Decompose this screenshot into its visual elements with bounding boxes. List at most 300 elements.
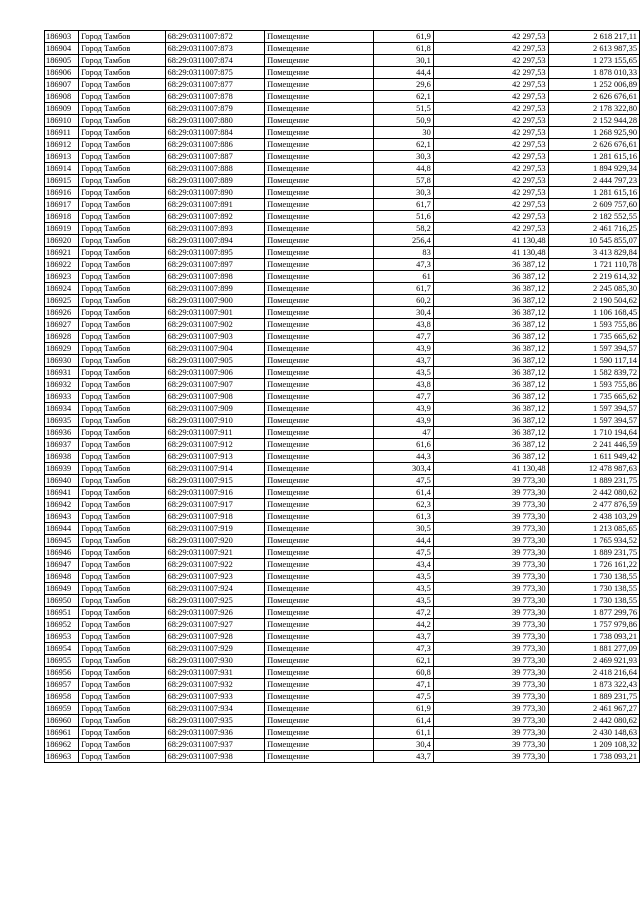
table-row <box>45 655 640 667</box>
city-cell: Город Тамбов <box>79 631 165 643</box>
city-cell: Город Тамбов <box>79 511 165 523</box>
unit-value-cell: 39 773,30 <box>433 703 548 715</box>
table-row <box>45 595 640 607</box>
object-type-cell: Помещение <box>265 703 374 715</box>
row-id-cell: 186955 <box>45 655 79 667</box>
object-type-cell: Помещение <box>265 667 374 679</box>
object-type-cell: Помещение <box>265 475 374 487</box>
cadastral-value-cell: 1 710 194,64 <box>548 427 639 439</box>
area-cell: 43,7 <box>374 355 434 367</box>
object-type-cell: Помещение <box>265 343 374 355</box>
row-id-cell: 186949 <box>45 583 79 595</box>
object-type-cell: Помещение <box>265 271 374 283</box>
row-id-cell: 186950 <box>45 595 79 607</box>
city-cell: Город Тамбов <box>79 223 165 235</box>
object-type-cell: Помещение <box>265 439 374 451</box>
cadastral-value-cell: 1 878 010,33 <box>548 67 639 79</box>
area-cell: 62,3 <box>374 499 434 511</box>
unit-value-cell: 42 297,53 <box>433 211 548 223</box>
table-row <box>45 571 640 583</box>
cadastral-number-cell: 68:29:0311007:922 <box>165 559 265 571</box>
table-row <box>45 415 640 427</box>
cadastral-value-cell: 1 611 949,42 <box>548 451 639 463</box>
unit-value-cell: 42 297,53 <box>433 79 548 91</box>
table-row <box>45 739 640 751</box>
table-row <box>45 463 640 475</box>
area-cell: 256,4 <box>374 235 434 247</box>
object-type-cell: Помещение <box>265 31 374 43</box>
table-row <box>45 403 640 415</box>
cadastral-value-cell: 1 273 155,65 <box>548 55 639 67</box>
document-page <box>44 30 640 763</box>
cadastral-value-cell: 1 730 138,55 <box>548 583 639 595</box>
row-id-cell: 186957 <box>45 679 79 691</box>
city-cell: Город Тамбов <box>79 727 165 739</box>
unit-value-cell: 36 387,12 <box>433 307 548 319</box>
cadastral-value-cell: 2 152 944,28 <box>548 115 639 127</box>
city-cell: Город Тамбов <box>79 559 165 571</box>
object-type-cell: Помещение <box>265 283 374 295</box>
row-id-cell: 186932 <box>45 379 79 391</box>
object-type-cell: Помещение <box>265 451 374 463</box>
cadastral-number-cell: 68:29:0311007:900 <box>165 295 265 307</box>
area-cell: 30,3 <box>374 187 434 199</box>
table-row <box>45 127 640 139</box>
cadastral-value-cell: 1 209 108,32 <box>548 739 639 751</box>
area-cell: 44,4 <box>374 535 434 547</box>
cadastral-value-cell: 2 613 987,35 <box>548 43 639 55</box>
table-row <box>45 535 640 547</box>
row-id-cell: 186913 <box>45 151 79 163</box>
city-cell: Город Тамбов <box>79 523 165 535</box>
table-row <box>45 499 640 511</box>
city-cell: Город Тамбов <box>79 43 165 55</box>
unit-value-cell: 36 387,12 <box>433 403 548 415</box>
cadastral-value-cell: 1 593 755,86 <box>548 319 639 331</box>
cadastral-number-cell: 68:29:0311007:875 <box>165 67 265 79</box>
city-cell: Город Тамбов <box>79 235 165 247</box>
cadastral-number-cell: 68:29:0311007:923 <box>165 571 265 583</box>
cadastral-number-cell: 68:29:0311007:935 <box>165 715 265 727</box>
row-id-cell: 186908 <box>45 91 79 103</box>
cadastral-number-cell: 68:29:0311007:880 <box>165 115 265 127</box>
area-cell: 61 <box>374 271 434 283</box>
area-cell: 83 <box>374 247 434 259</box>
area-cell: 47,7 <box>374 331 434 343</box>
area-cell: 43,5 <box>374 595 434 607</box>
row-id-cell: 186942 <box>45 499 79 511</box>
object-type-cell: Помещение <box>265 535 374 547</box>
object-type-cell: Помещение <box>265 79 374 91</box>
cadastral-value-cell: 10 545 855,07 <box>548 235 639 247</box>
area-cell: 61,7 <box>374 199 434 211</box>
table-row <box>45 619 640 631</box>
cadastral-value-cell: 1 889 231,75 <box>548 475 639 487</box>
area-cell: 62,1 <box>374 139 434 151</box>
cadastral-value-cell: 2 461 716,25 <box>548 223 639 235</box>
row-id-cell: 186916 <box>45 187 79 199</box>
object-type-cell: Помещение <box>265 247 374 259</box>
cadastral-number-cell: 68:29:0311007:903 <box>165 331 265 343</box>
cadastral-number-cell: 68:29:0311007:918 <box>165 511 265 523</box>
cadastral-number-cell: 68:29:0311007:908 <box>165 391 265 403</box>
row-id-cell: 186926 <box>45 307 79 319</box>
table-row <box>45 391 640 403</box>
table-row <box>45 751 640 763</box>
row-id-cell: 186929 <box>45 343 79 355</box>
cadastral-value-cell: 1 730 138,55 <box>548 571 639 583</box>
cadastral-value-cell: 2 418 216,64 <box>548 667 639 679</box>
object-type-cell: Помещение <box>265 511 374 523</box>
city-cell: Город Тамбов <box>79 667 165 679</box>
area-cell: 30,5 <box>374 523 434 535</box>
cadastral-number-cell: 68:29:0311007:933 <box>165 691 265 703</box>
table-row <box>45 451 640 463</box>
cadastral-value-cell: 1 889 231,75 <box>548 547 639 559</box>
area-cell: 47,5 <box>374 547 434 559</box>
area-cell: 58,2 <box>374 223 434 235</box>
area-cell: 61,1 <box>374 727 434 739</box>
table-row <box>45 151 640 163</box>
cadastral-number-cell: 68:29:0311007:934 <box>165 703 265 715</box>
unit-value-cell: 42 297,53 <box>433 103 548 115</box>
object-type-cell: Помещение <box>265 55 374 67</box>
unit-value-cell: 39 773,30 <box>433 511 548 523</box>
cadastral-value-cell: 2 182 552,55 <box>548 211 639 223</box>
table-body <box>45 31 640 763</box>
cadastral-number-cell: 68:29:0311007:886 <box>165 139 265 151</box>
cadastral-value-cell: 12 478 987,63 <box>548 463 639 475</box>
row-id-cell: 186943 <box>45 511 79 523</box>
object-type-cell: Помещение <box>265 679 374 691</box>
unit-value-cell: 42 297,53 <box>433 67 548 79</box>
cadastral-number-cell: 68:29:0311007:938 <box>165 751 265 763</box>
table-row <box>45 559 640 571</box>
cadastral-number-cell: 68:29:0311007:895 <box>165 247 265 259</box>
unit-value-cell: 39 773,30 <box>433 583 548 595</box>
area-cell: 47,3 <box>374 643 434 655</box>
table-row <box>45 583 640 595</box>
cadastral-number-cell: 68:29:0311007:907 <box>165 379 265 391</box>
row-id-cell: 186952 <box>45 619 79 631</box>
row-id-cell: 186935 <box>45 415 79 427</box>
table-row <box>45 367 640 379</box>
object-type-cell: Помещение <box>265 547 374 559</box>
cadastral-number-cell: 68:29:0311007:929 <box>165 643 265 655</box>
city-cell: Город Тамбов <box>79 343 165 355</box>
area-cell: 60,2 <box>374 295 434 307</box>
object-type-cell: Помещение <box>265 259 374 271</box>
row-id-cell: 186912 <box>45 139 79 151</box>
city-cell: Город Тамбов <box>79 643 165 655</box>
cadastral-value-cell: 3 413 829,84 <box>548 247 639 259</box>
cadastral-value-cell: 1 881 277,09 <box>548 643 639 655</box>
cadastral-number-cell: 68:29:0311007:928 <box>165 631 265 643</box>
row-id-cell: 186945 <box>45 535 79 547</box>
unit-value-cell: 36 387,12 <box>433 319 548 331</box>
city-cell: Город Тамбов <box>79 547 165 559</box>
object-type-cell: Помещение <box>265 559 374 571</box>
cadastral-number-cell: 68:29:0311007:914 <box>165 463 265 475</box>
cadastral-number-cell: 68:29:0311007:917 <box>165 499 265 511</box>
object-type-cell: Помещение <box>265 727 374 739</box>
city-cell: Город Тамбов <box>79 175 165 187</box>
row-id-cell: 186963 <box>45 751 79 763</box>
cadastral-value-cell: 2 469 921,93 <box>548 655 639 667</box>
cadastral-value-cell: 1 726 161,22 <box>548 559 639 571</box>
cadastral-value-cell: 2 626 676,61 <box>548 139 639 151</box>
table-row <box>45 547 640 559</box>
unit-value-cell: 41 130,48 <box>433 247 548 259</box>
cadastral-number-cell: 68:29:0311007:893 <box>165 223 265 235</box>
city-cell: Город Тамбов <box>79 595 165 607</box>
row-id-cell: 186914 <box>45 163 79 175</box>
city-cell: Город Тамбов <box>79 295 165 307</box>
unit-value-cell: 36 387,12 <box>433 451 548 463</box>
cadastral-number-cell: 68:29:0311007:926 <box>165 607 265 619</box>
table-row <box>45 223 640 235</box>
city-cell: Город Тамбов <box>79 619 165 631</box>
cadastral-number-cell: 68:29:0311007:901 <box>165 307 265 319</box>
cadastral-number-cell: 68:29:0311007:911 <box>165 427 265 439</box>
unit-value-cell: 41 130,48 <box>433 463 548 475</box>
area-cell: 30 <box>374 127 434 139</box>
cadastral-number-cell: 68:29:0311007:889 <box>165 175 265 187</box>
unit-value-cell: 36 387,12 <box>433 427 548 439</box>
cadastral-value-cell: 2 477 876,59 <box>548 499 639 511</box>
area-cell: 303,4 <box>374 463 434 475</box>
area-cell: 60,8 <box>374 667 434 679</box>
object-type-cell: Помещение <box>265 739 374 751</box>
object-type-cell: Помещение <box>265 499 374 511</box>
cadastral-value-cell: 1 597 394,57 <box>548 403 639 415</box>
area-cell: 44,2 <box>374 619 434 631</box>
unit-value-cell: 39 773,30 <box>433 631 548 643</box>
unit-value-cell: 36 387,12 <box>433 439 548 451</box>
city-cell: Город Тамбов <box>79 607 165 619</box>
unit-value-cell: 39 773,30 <box>433 547 548 559</box>
area-cell: 61,8 <box>374 43 434 55</box>
table-row <box>45 607 640 619</box>
object-type-cell: Помещение <box>265 355 374 367</box>
object-type-cell: Помещение <box>265 187 374 199</box>
row-id-cell: 186951 <box>45 607 79 619</box>
city-cell: Город Тамбов <box>79 691 165 703</box>
cadastral-number-cell: 68:29:0311007:909 <box>165 403 265 415</box>
unit-value-cell: 42 297,53 <box>433 175 548 187</box>
area-cell: 43,5 <box>374 367 434 379</box>
unit-value-cell: 36 387,12 <box>433 355 548 367</box>
row-id-cell: 186956 <box>45 667 79 679</box>
unit-value-cell: 41 130,48 <box>433 235 548 247</box>
cadastral-value-cell: 1 765 934,52 <box>548 535 639 547</box>
city-cell: Город Тамбов <box>79 739 165 751</box>
row-id-cell: 186906 <box>45 67 79 79</box>
cadastral-number-cell: 68:29:0311007:931 <box>165 667 265 679</box>
cadastral-value-cell: 1 268 925,90 <box>548 127 639 139</box>
unit-value-cell: 39 773,30 <box>433 607 548 619</box>
cadastral-value-cell: 2 438 103,29 <box>548 511 639 523</box>
table-row <box>45 271 640 283</box>
row-id-cell: 186904 <box>45 43 79 55</box>
cadastral-value-cell: 2 444 797,23 <box>548 175 639 187</box>
cadastral-number-cell: 68:29:0311007:925 <box>165 595 265 607</box>
cadastral-number-cell: 68:29:0311007:920 <box>165 535 265 547</box>
table-row <box>45 259 640 271</box>
table-row <box>45 235 640 247</box>
table-row <box>45 523 640 535</box>
city-cell: Город Тамбов <box>79 367 165 379</box>
object-type-cell: Помещение <box>265 631 374 643</box>
cadastral-value-cell: 1 877 299,76 <box>548 607 639 619</box>
table-row <box>45 79 640 91</box>
object-type-cell: Помещение <box>265 319 374 331</box>
unit-value-cell: 36 387,12 <box>433 391 548 403</box>
object-type-cell: Помещение <box>265 715 374 727</box>
row-id-cell: 186954 <box>45 643 79 655</box>
row-id-cell: 186918 <box>45 211 79 223</box>
city-cell: Город Тамбов <box>79 115 165 127</box>
unit-value-cell: 39 773,30 <box>433 595 548 607</box>
table-row <box>45 487 640 499</box>
cadastral-value-cell: 2 442 080,62 <box>548 715 639 727</box>
area-cell: 61,9 <box>374 31 434 43</box>
row-id-cell: 186919 <box>45 223 79 235</box>
row-id-cell: 186941 <box>45 487 79 499</box>
row-id-cell: 186921 <box>45 247 79 259</box>
row-id-cell: 186959 <box>45 703 79 715</box>
row-id-cell: 186939 <box>45 463 79 475</box>
table-row <box>45 139 640 151</box>
table-row <box>45 307 640 319</box>
table-row <box>45 55 640 67</box>
object-type-cell: Помещение <box>265 163 374 175</box>
row-id-cell: 186927 <box>45 319 79 331</box>
unit-value-cell: 39 773,30 <box>433 715 548 727</box>
row-id-cell: 186936 <box>45 427 79 439</box>
cadastral-number-cell: 68:29:0311007:887 <box>165 151 265 163</box>
table-row <box>45 427 640 439</box>
city-cell: Город Тамбов <box>79 103 165 115</box>
object-type-cell: Помещение <box>265 307 374 319</box>
object-type-cell: Помещение <box>265 595 374 607</box>
object-type-cell: Помещение <box>265 139 374 151</box>
cadastral-number-cell: 68:29:0311007:884 <box>165 127 265 139</box>
table-row <box>45 319 640 331</box>
row-id-cell: 186948 <box>45 571 79 583</box>
cadastral-value-cell: 1 873 322,43 <box>548 679 639 691</box>
area-cell: 30,4 <box>374 307 434 319</box>
city-cell: Город Тамбов <box>79 583 165 595</box>
row-id-cell: 186907 <box>45 79 79 91</box>
table-row <box>45 631 640 643</box>
city-cell: Город Тамбов <box>79 403 165 415</box>
row-id-cell: 186909 <box>45 103 79 115</box>
cadastral-value-cell: 1 582 839,72 <box>548 367 639 379</box>
table-row <box>45 727 640 739</box>
object-type-cell: Помещение <box>265 367 374 379</box>
cadastral-number-cell: 68:29:0311007:890 <box>165 187 265 199</box>
table-row <box>45 283 640 295</box>
cadastral-number-cell: 68:29:0311007:873 <box>165 43 265 55</box>
unit-value-cell: 39 773,30 <box>433 499 548 511</box>
table-row <box>45 331 640 343</box>
row-id-cell: 186925 <box>45 295 79 307</box>
row-id-cell: 186953 <box>45 631 79 643</box>
table-row <box>45 343 640 355</box>
object-type-cell: Помещение <box>265 619 374 631</box>
city-cell: Город Тамбов <box>79 451 165 463</box>
cadastral-number-cell: 68:29:0311007:891 <box>165 199 265 211</box>
city-cell: Город Тамбов <box>79 679 165 691</box>
object-type-cell: Помещение <box>265 91 374 103</box>
cadastral-value-cell: 2 442 080,62 <box>548 487 639 499</box>
unit-value-cell: 39 773,30 <box>433 535 548 547</box>
row-id-cell: 186958 <box>45 691 79 703</box>
area-cell: 43,5 <box>374 583 434 595</box>
area-cell: 61,7 <box>374 283 434 295</box>
area-cell: 61,4 <box>374 715 434 727</box>
cadastral-number-cell: 68:29:0311007:898 <box>165 271 265 283</box>
row-id-cell: 186905 <box>45 55 79 67</box>
area-cell: 61,6 <box>374 439 434 451</box>
unit-value-cell: 42 297,53 <box>433 223 548 235</box>
cadastral-value-cell: 2 190 504,62 <box>548 295 639 307</box>
area-cell: 51,5 <box>374 103 434 115</box>
row-id-cell: 186944 <box>45 523 79 535</box>
table-row <box>45 247 640 259</box>
table-row <box>45 199 640 211</box>
cadastral-value-table <box>44 30 640 763</box>
row-id-cell: 186930 <box>45 355 79 367</box>
cadastral-number-cell: 68:29:0311007:902 <box>165 319 265 331</box>
cadastral-value-cell: 2 178 322,80 <box>548 103 639 115</box>
unit-value-cell: 42 297,53 <box>433 139 548 151</box>
cadastral-number-cell: 68:29:0311007:910 <box>165 415 265 427</box>
area-cell: 30,4 <box>374 739 434 751</box>
unit-value-cell: 39 773,30 <box>433 619 548 631</box>
table-row <box>45 679 640 691</box>
cadastral-value-cell: 1 213 085,65 <box>548 523 639 535</box>
city-cell: Город Тамбов <box>79 319 165 331</box>
city-cell: Город Тамбов <box>79 475 165 487</box>
row-id-cell: 186911 <box>45 127 79 139</box>
table-row <box>45 379 640 391</box>
table-row <box>45 295 640 307</box>
city-cell: Город Тамбов <box>79 307 165 319</box>
city-cell: Город Тамбов <box>79 463 165 475</box>
cadastral-value-cell: 1 889 231,75 <box>548 691 639 703</box>
unit-value-cell: 42 297,53 <box>433 115 548 127</box>
area-cell: 47,1 <box>374 679 434 691</box>
unit-value-cell: 39 773,30 <box>433 643 548 655</box>
area-cell: 61,3 <box>374 511 434 523</box>
table-row <box>45 355 640 367</box>
city-cell: Город Тамбов <box>79 199 165 211</box>
object-type-cell: Помещение <box>265 295 374 307</box>
row-id-cell: 186934 <box>45 403 79 415</box>
cadastral-value-cell: 1 735 665,62 <box>548 331 639 343</box>
unit-value-cell: 36 387,12 <box>433 331 548 343</box>
object-type-cell: Помещение <box>265 379 374 391</box>
table-row <box>45 211 640 223</box>
cadastral-number-cell: 68:29:0311007:892 <box>165 211 265 223</box>
unit-value-cell: 39 773,30 <box>433 655 548 667</box>
cadastral-value-cell: 2 241 446,59 <box>548 439 639 451</box>
city-cell: Город Тамбов <box>79 79 165 91</box>
area-cell: 61,9 <box>374 703 434 715</box>
table-row <box>45 115 640 127</box>
